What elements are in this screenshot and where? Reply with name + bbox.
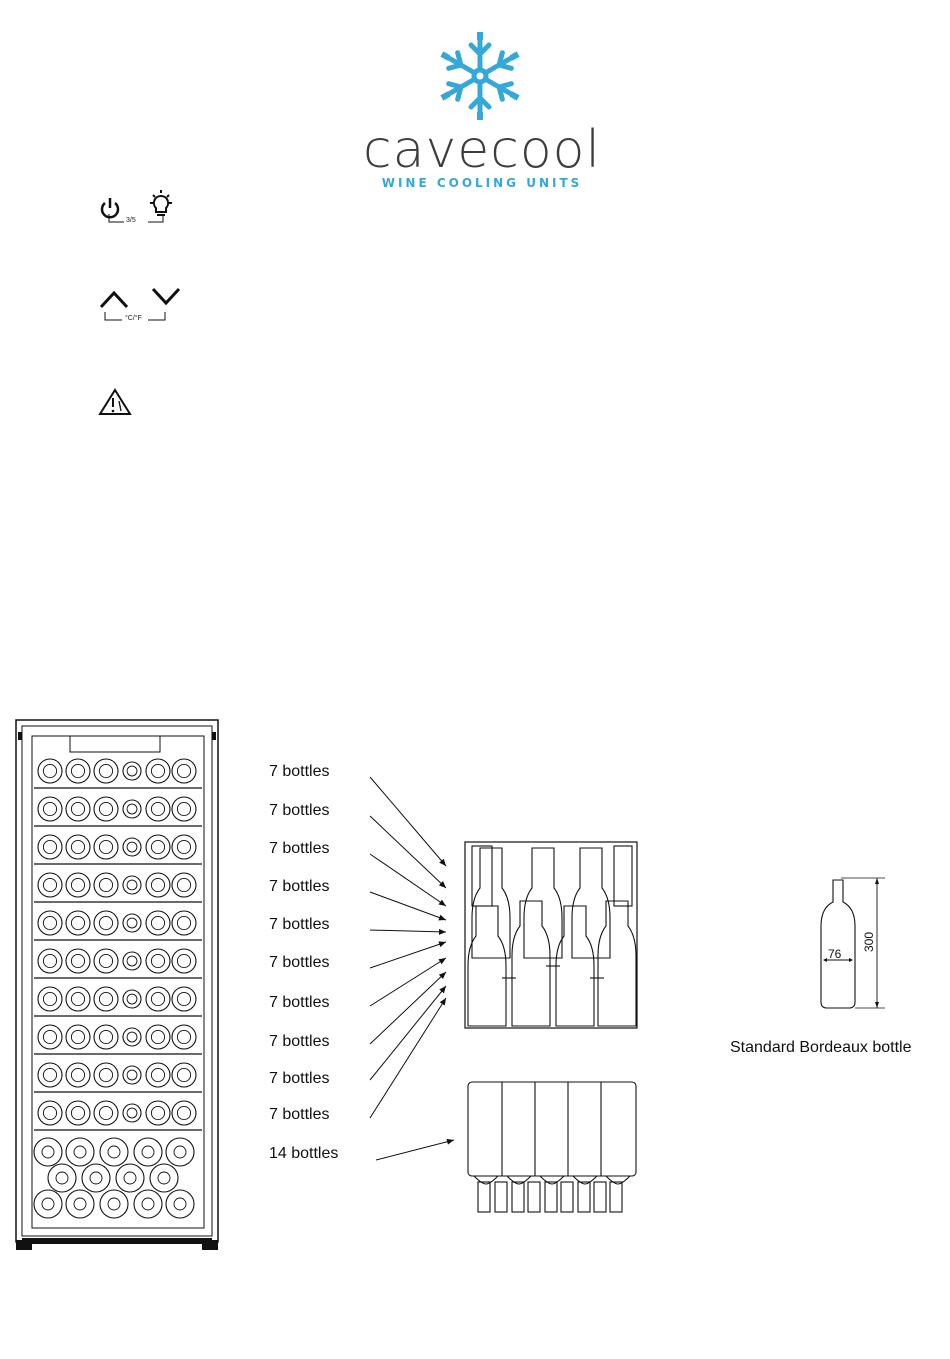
bottom-bottle-end	[100, 1190, 128, 1218]
bottle-end	[123, 1028, 141, 1046]
shelf-capacity-label: 7 bottles	[269, 1070, 330, 1087]
bottle-end	[66, 949, 90, 973]
bottle-end-inner	[71, 802, 84, 815]
bottle-end	[172, 797, 196, 821]
bottle-end	[123, 876, 141, 894]
bottle-end-inner	[177, 954, 190, 967]
bottle-end	[38, 1063, 62, 1087]
bottom-bottle-end	[48, 1164, 76, 1192]
bottle-end-inner	[177, 1030, 190, 1043]
bottle-end-inner	[43, 878, 56, 891]
bottle-end-inner	[43, 992, 56, 1005]
bottle-end-inner	[151, 878, 164, 891]
bordeaux-bottle-dimension-diagram	[815, 870, 895, 1010]
bottle-height-label: 300	[862, 931, 876, 952]
bottle-end	[38, 835, 62, 859]
bottle-end	[38, 987, 62, 1011]
bottle-end	[94, 1063, 118, 1087]
bottle-end	[172, 835, 196, 859]
bottle-end	[66, 1025, 90, 1049]
bottle-end	[94, 1025, 118, 1049]
bottle-end-inner	[99, 802, 112, 815]
bottle-end	[66, 1063, 90, 1087]
bottom-bottle-end	[166, 1138, 194, 1166]
bottle-end-inner	[43, 802, 56, 815]
hinge-top-left	[18, 732, 22, 740]
bottle-end	[66, 987, 90, 1011]
bottle-end-inner	[127, 1108, 137, 1118]
bottom-bottle-end-inner	[124, 1172, 136, 1184]
bottle-end-inner	[127, 956, 137, 966]
capacity-arrow	[370, 930, 446, 932]
capacity-arrow	[376, 1140, 454, 1160]
bordeaux-bottle-caption: Standard Bordeaux bottle	[730, 1039, 912, 1056]
arrow-down-icon	[150, 286, 182, 308]
capacity-arrow	[370, 958, 446, 1006]
capacity-arrowhead	[446, 1139, 454, 1145]
arrow-up-icon	[98, 288, 130, 310]
bottle-end-inner	[177, 840, 190, 853]
capacity-arrowhead	[438, 958, 446, 964]
bottle-end-inner	[71, 992, 84, 1005]
bottle-end	[123, 800, 141, 818]
bottom-bottle-end-inner	[74, 1198, 86, 1210]
bottle-end	[94, 835, 118, 859]
capacity-arrowhead	[439, 986, 446, 993]
bottle-end	[66, 835, 90, 859]
bottle-end	[94, 987, 118, 1011]
capacity-arrows	[360, 760, 470, 1180]
cabinet-foot-left	[16, 1240, 32, 1250]
bottom-bottle-end-inner	[108, 1146, 120, 1158]
bottle-end-inner	[99, 840, 112, 853]
bottle-end-inner	[99, 764, 112, 777]
bottle-end	[123, 838, 141, 856]
bottle-end	[38, 1025, 62, 1049]
bottle-end-inner	[71, 1030, 84, 1043]
bottle-end	[94, 759, 118, 783]
brand-wordmark: cavecool	[363, 120, 601, 180]
brand-tagline: WINE COOLING UNITS	[381, 176, 583, 190]
bottle-end-inner	[99, 1106, 112, 1119]
bottle-end	[172, 949, 196, 973]
bottle-end-inner	[151, 1068, 164, 1081]
bottom-bottle-end-inner	[56, 1172, 68, 1184]
combo-label-temperature-unit: °C/°F	[125, 315, 142, 322]
control-panel	[70, 736, 160, 752]
bottom-bottle-end-inner	[174, 1146, 186, 1158]
bottom-stack-bottle-layout-diagram	[462, 1078, 642, 1218]
bottle-end	[172, 759, 196, 783]
bottom-bottle-end	[166, 1190, 194, 1218]
bottle-end-inner	[71, 1106, 84, 1119]
bottle-end-inner	[99, 916, 112, 929]
bottle-end	[123, 952, 141, 970]
bottle-end-inner	[177, 764, 190, 777]
bottom-bottle-end	[150, 1164, 178, 1192]
capacity-arrow	[370, 942, 446, 968]
bottle-end-inner	[43, 1068, 56, 1081]
capacity-arrow	[370, 998, 446, 1118]
bottle-end-inner	[151, 954, 164, 967]
combo-bracket-1	[108, 214, 164, 226]
bottle-end	[38, 911, 62, 935]
bottle-end	[66, 873, 90, 897]
wine-cabinet-front-view	[14, 718, 224, 1256]
bottle-end	[146, 873, 170, 897]
shelf-capacity-label: 7 bottles	[269, 916, 330, 933]
capacity-arrowhead	[439, 900, 446, 906]
bottle-end-inner	[99, 878, 112, 891]
bottle-end-inner	[43, 840, 56, 853]
bottom-bottle-end-inner	[42, 1198, 54, 1210]
bottle-end	[94, 797, 118, 821]
bottle-end-inner	[43, 916, 56, 929]
bottle-end	[38, 797, 62, 821]
bottle-end-inner	[127, 1070, 137, 1080]
bottle-end	[172, 911, 196, 935]
bottle-end	[172, 1063, 196, 1087]
bottom-bottle-end-inner	[174, 1198, 186, 1210]
bottle-end	[146, 797, 170, 821]
bottle-end-inner	[177, 916, 190, 929]
bottle-end-inner	[127, 1032, 137, 1042]
bottle-end	[38, 1101, 62, 1125]
bottle-end-inner	[151, 916, 164, 929]
bottle-end-inner	[71, 840, 84, 853]
bottle-end	[146, 835, 170, 859]
shelf-capacity-label: 7 bottles	[269, 1033, 330, 1050]
bottle-end-inner	[43, 764, 56, 777]
bottle-end	[66, 1101, 90, 1125]
shelf-capacity-label: 7 bottles	[269, 802, 330, 819]
bottle-end	[66, 759, 90, 783]
shelf-capacity-label: 7 bottles	[269, 1106, 330, 1123]
bottle-end-inner	[43, 1030, 56, 1043]
bottle-end-inner	[99, 992, 112, 1005]
bottom-bottle-end	[34, 1138, 62, 1166]
bottle-end-inner	[151, 1030, 164, 1043]
bottle-end	[123, 1104, 141, 1122]
bottle-end	[146, 1063, 170, 1087]
bottle-end	[66, 797, 90, 821]
bottle-end-inner	[151, 802, 164, 815]
shelf-capacity-label: 7 bottles	[269, 878, 330, 895]
capacity-arrow	[370, 892, 446, 920]
bottle-end	[172, 1101, 196, 1125]
bottle-end	[146, 987, 170, 1011]
bottle-end-inner	[151, 840, 164, 853]
bottle-end	[146, 949, 170, 973]
bottle-end-inner	[71, 764, 84, 777]
capacity-arrowhead	[438, 941, 446, 947]
bottle-end-inner	[43, 1106, 56, 1119]
shelf-capacity-label: 7 bottles	[269, 954, 330, 971]
bottle-end-inner	[71, 954, 84, 967]
bottom-bottle-end-inner	[74, 1146, 86, 1158]
bottle-end	[146, 759, 170, 783]
bottle-end	[94, 873, 118, 897]
bottom-bottle-end	[116, 1164, 144, 1192]
bottom-bottle-end	[66, 1190, 94, 1218]
bottle-end	[172, 987, 196, 1011]
bottle-end-inner	[71, 916, 84, 929]
bottle-end-inner	[127, 804, 137, 814]
bottle-end	[38, 873, 62, 897]
cabinet-foot-right	[202, 1240, 218, 1250]
capacity-arrow	[370, 854, 446, 906]
capacity-arrowhead	[438, 915, 446, 921]
bottle-end-inner	[71, 878, 84, 891]
bottle-end	[123, 990, 141, 1008]
bottle-end-inner	[99, 1068, 112, 1081]
bottle-end-inner	[177, 802, 190, 815]
bottom-bottle-end	[134, 1138, 162, 1166]
bottle-end-inner	[177, 1106, 190, 1119]
shelf-capacity-label: 14 bottles	[269, 1145, 339, 1162]
bottom-bottle-end-inner	[142, 1146, 154, 1158]
bottle-end	[123, 914, 141, 932]
bottle-end-inner	[99, 954, 112, 967]
bottle-end	[66, 911, 90, 935]
bottom-bottle-end	[34, 1190, 62, 1218]
bottom-bottle-end-inner	[142, 1198, 154, 1210]
bottle-end-inner	[151, 992, 164, 1005]
bottle-end-inner	[99, 1030, 112, 1043]
capacity-arrowhead	[439, 929, 446, 935]
bottle-end	[146, 1101, 170, 1125]
bottle-end-inner	[127, 842, 137, 852]
bottle-end	[172, 1025, 196, 1049]
bottle-end	[38, 759, 62, 783]
bottle-end-inner	[151, 764, 164, 777]
bottle-end	[146, 911, 170, 935]
bottom-bottle-end-inner	[90, 1172, 102, 1184]
shelf-capacity-label: 7 bottles	[269, 763, 330, 780]
combo-label-power-light: 3/5	[126, 217, 136, 224]
shelf-capacity-label: 7 bottles	[269, 840, 330, 857]
bottle-end	[172, 873, 196, 897]
bottle-end-inner	[177, 878, 190, 891]
bottom-bottle-end	[82, 1164, 110, 1192]
bottom-bottle-end	[66, 1138, 94, 1166]
bottle-end-inner	[127, 918, 137, 928]
bottle-end	[38, 949, 62, 973]
bottom-bottle-end-inner	[158, 1172, 170, 1184]
bottle-end-inner	[71, 1068, 84, 1081]
capacity-arrowhead	[440, 998, 446, 1006]
bottle-diameter-label: 76	[828, 947, 842, 961]
bottle-end	[123, 1066, 141, 1084]
hinge-top-right	[212, 732, 216, 740]
bottle-end-inner	[177, 992, 190, 1005]
bottle-end-inner	[127, 880, 137, 890]
bottle-end	[94, 1101, 118, 1125]
bottom-bottle-end	[100, 1138, 128, 1166]
bottle-end	[94, 911, 118, 935]
bottle-end	[123, 762, 141, 780]
warning-triangle-icon	[98, 388, 132, 416]
bottle-end-inner	[127, 994, 137, 1004]
bottle-end-inner	[151, 1106, 164, 1119]
bottle-end	[146, 1025, 170, 1049]
shelf-bottle-layout-diagram	[462, 838, 642, 1030]
bottom-bottle-end-inner	[108, 1198, 120, 1210]
cabinet-base	[22, 1238, 212, 1244]
bottom-bottle-end	[134, 1190, 162, 1218]
bottle-end-inner	[127, 766, 137, 776]
bottle-end-inner	[43, 954, 56, 967]
bottle-end-inner	[177, 1068, 190, 1081]
bottom-bottle-end-inner	[42, 1146, 54, 1158]
bottle-end	[94, 949, 118, 973]
shelf-capacity-label: 7 bottles	[269, 994, 330, 1011]
